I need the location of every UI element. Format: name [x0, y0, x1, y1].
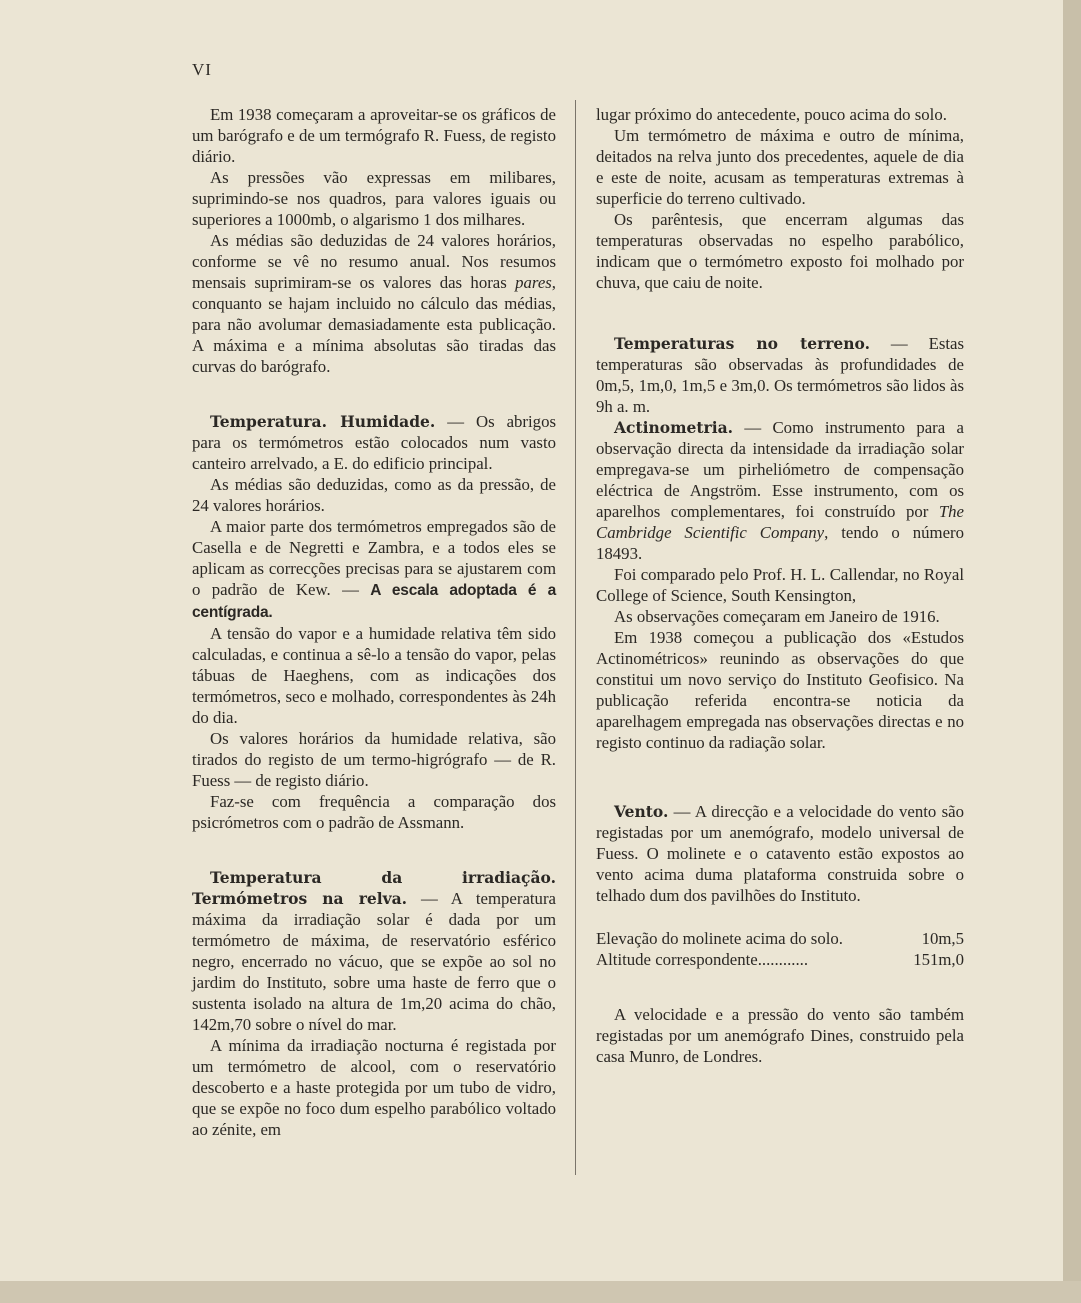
row-value: 151m,0: [913, 950, 964, 969]
paragraph: Em 1938 começou a publicação dos «Estudos Actinométricos» reunindo as observações do que constitui um novo serviço do Instituto Geofisico. Na publicação referida encontra-se noticia da aparelhagem empregada nas observações directas e no registo continuo da radiação solar.: [596, 628, 964, 752]
paragraph: A tensão do vapor e a humidade relativa têm sido calculadas, e continua a sê-lo a tensão do vapor, pelas tábuas de Haeghens, com as indicações dos termómetros, seco e molhado, correspondentes às 24h do dia.: [192, 624, 556, 727]
paragraph: [192, 867, 556, 1035]
emphasis: pares: [515, 273, 552, 292]
paragraph: lugar próximo do antecedente, pouco acima do solo.: [596, 105, 947, 124]
text-run: As médias são deduzidas de 24 valores horários, conforme se vê no resumo anual. Nos resumos mensais suprimiram-se os valores das horas: [192, 231, 556, 292]
paragraph: A mínima da irradiação nocturna é registada por um termómetro de alcool, com o reservatório descoberto e a haste protegida por um tubo de vidro, que se expõe no foco dum espelho parabólico voltado ao zénite, em: [192, 1036, 556, 1139]
table-row: [596, 949, 964, 970]
paragraph: Foi comparado pelo Prof. H. L. Callendar, no Royal College of Science, South Kensington,: [596, 565, 964, 605]
section-heading-temperatura: Temperatura. Humidade.: [210, 412, 436, 431]
paragraph: [192, 411, 556, 474]
row-label: Elevação do molinete acima do solo.: [596, 929, 843, 948]
paragraph: Em 1938 começaram a aproveitar-se os gráficos de um barógrafo e de um termógrafo R. Fuess, de registo diário.: [192, 105, 556, 166]
text-run: — Estas temperaturas são observadas às profundidades de 0m,5, 1m,0, 1m,5 e 3m,0. Os termómetros são lidos às 9h a. m.: [596, 334, 964, 416]
row-value: 10m,5: [921, 929, 964, 948]
paragraph: Os valores horários da humidade relativa, são tirados do registo de um termo-higrógrafo — de R. Fuess — de registo diário.: [192, 729, 556, 790]
right-column: [596, 104, 964, 1067]
paragraph: [596, 417, 964, 564]
paragraph: [596, 801, 964, 906]
paragraph: A velocidade e a pressão do vento são também registadas por um anemógrafo Dines, construido pela casa Munro, de Londres.: [596, 1005, 964, 1066]
paragraph: [192, 516, 556, 623]
page-edge-bottom: [0, 1281, 1081, 1303]
text-run: — A direcção e a velocidade do vento são registadas por um anemógrafo, modelo universal de Fuess. O molinete e o catavento estão expostos ao vento acima duma plataforma construida sobre o telhado dum dos pavilhões do Instituto.: [596, 802, 964, 905]
paragraph: As médias são deduzidas, como as da pressão, de 24 valores horários.: [192, 475, 556, 515]
text-run: , conquanto se hajam incluido no cálculo das médias, para não avolumar demasiadamente esta publicação. A máxima e a mínima absolutas são tiradas das curvas do barógrafo.: [192, 273, 556, 376]
section-heading-terreno: Temperaturas no terreno.: [614, 334, 871, 353]
left-column: [192, 104, 556, 1140]
text-run: , tendo o número 18493.: [596, 523, 965, 563]
section-heading-irradiacao: Temperatura da irradiação. Termómetros na relva.: [192, 868, 556, 908]
text-run: — Como instrumento para a observação directa da intensidade da irradiação solar empregava-se um pirheliómetro de compensação eléctrica de Angström. Esse instrumento, com os aparelhos complementares, foi construído por: [596, 418, 964, 521]
emphasis: The Cambridge Scientific Company: [596, 502, 964, 542]
text-run: — Os abrigos para os termómetros estão colocados num vasto canteiro arrelvado, a E. do edificio principal.: [192, 412, 556, 473]
section-heading-actinometria: Actinometria.: [614, 418, 734, 437]
bold-statement: A escala adoptada é a centígrada.: [192, 582, 556, 621]
section-heading-vento: Vento.: [614, 802, 669, 821]
column-divider: [575, 100, 576, 1175]
paragraph: Um termómetro de máxima e outro de mínima, deitados na relva junto dos precedentes, aquele de dia e este de noite, acusam as temperaturas extremas à superficie do terreno cultivado.: [596, 126, 964, 208]
paragraph: [192, 230, 556, 377]
text-run: A maior parte dos termómetros empregados são de Casella e de Negretti e Zambra, e a todos eles se aplicam as correcções precisas para se ajustarem com o padrão de Kew. —: [192, 517, 556, 599]
paragraph: As pressões vão expressas em milibares, suprimindo-se nos quadros, para valores iguais ou superiores a 1000mb, o algarismo 1 dos milhares.: [192, 168, 556, 229]
table-row: [596, 928, 964, 949]
page-edge: [1063, 0, 1081, 1303]
text-run: — A temperatura máxima da irradiação solar é dada por um termómetro de máxima, de reservatório esférico negro, encerrado no vácuo, que se expõe ao sol no jardim do Instituto, sobre uma haste de ferro que o sustenta isolado na altura de 1m,20 acima do chão, 142m,70 sobre o nível do mar.: [192, 889, 556, 1034]
elevation-table: [596, 928, 964, 970]
row-label: Altitude correspondente............: [596, 950, 809, 969]
paragraph: Faz-se com frequência a comparação dos psicrómetros com o padrão de Assmann.: [192, 792, 556, 832]
page-number: VI: [192, 60, 212, 79]
paragraph: [596, 333, 964, 417]
paragraph: Os parêntesis, que encerram algumas das temperaturas observadas no espelho parabólico, indicam que o termómetro exposto foi molhado por chuva, que caiu de noite.: [596, 210, 964, 292]
paragraph: As observações começaram em Janeiro de 1916.: [614, 607, 940, 626]
